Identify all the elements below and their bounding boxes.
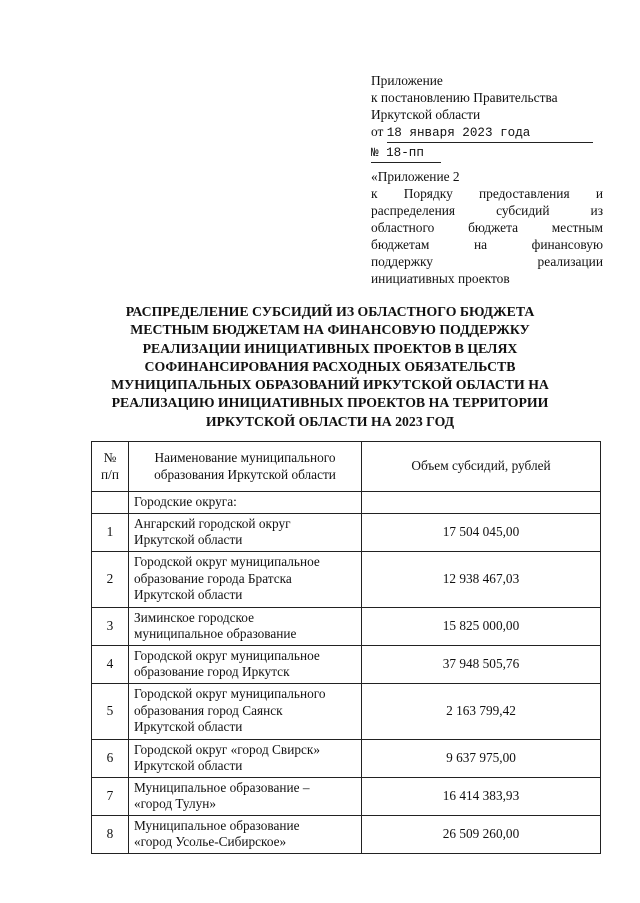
row-name [129,551,362,607]
row-name-line: Городской округ муниципального [134,686,326,702]
subsidy-table [91,441,601,854]
approval-header [371,72,603,163]
header-num [92,442,129,492]
table-row [92,551,601,607]
title-line: МУНИЦИПАЛЬНЫХ ОБРАЗОВАНИЙ ИРКУТСКОЙ ОБЛАСТИ НА [111,377,549,393]
row-name-line: образование город Иркутск [134,664,290,679]
annex-line: распределения субсидий из [371,203,603,218]
row-amount: 9 637 975,00 [362,739,601,777]
row-amount: 17 504 045,00 [362,513,601,551]
row-num: 2 [92,551,129,607]
annex-reference [371,168,603,287]
annex-line: к Порядку предоставления и [371,186,603,201]
row-amount: 37 948 505,76 [362,645,601,683]
annex-line: бюджетам на финансовую [371,237,603,252]
table-row [92,607,601,645]
title-line: МЕСТНЫМ БЮДЖЕТАМ НА ФИНАНСОВУЮ ПОДДЕРЖКУ [130,322,530,338]
row-name [129,645,362,683]
row-amount: 2 163 799,42 [362,683,601,739]
row-name-line: Иркутской области [134,719,243,735]
table-header-row [92,442,601,492]
document-title [60,303,600,431]
header-number-line [371,143,603,163]
row-name-line: «город Усолье-Сибирское» [134,834,287,849]
header-line-resolution: к постановлению Правительства [371,90,558,105]
table-row [92,739,601,777]
title-line: РЕАЛИЗАЦИЮ ИНИЦИАТИВНЫХ ПРОЕКТОВ НА ТЕРРИТОРИИ [111,395,549,411]
row-name [129,739,362,777]
row-amount: 12 938 467,03 [362,551,601,607]
row-num: 6 [92,739,129,777]
row-name-line: Городской округ «город Свирск» [134,741,320,757]
row-name-line: Городской округ муниципальное [134,554,320,570]
annex-line: поддержку реализации [371,254,603,269]
row-name [129,683,362,739]
table-row [92,777,601,815]
row-num: 4 [92,645,129,683]
row-name [129,607,362,645]
row-num: 3 [92,607,129,645]
header-line-region: Иркутской области [371,107,481,122]
row-name-line: Зиминское городское [134,609,254,625]
header-line-annex: Приложение [371,73,443,88]
annex-line: областного бюджета местным [371,220,603,235]
row-num: 5 [92,683,129,739]
table-group-row [92,492,601,514]
header-sum: Объем субсидий, рублей [362,442,601,492]
table-row [92,513,601,551]
row-name-line: Иркутской области [134,587,243,603]
row-name-line: Городской округ муниципальное [134,647,320,663]
row-name-line: Муниципальное образование – [134,779,310,795]
title-line: ИРКУТСКОЙ ОБЛАСТИ НА 2023 ГОД [205,413,455,429]
row-amount: 15 825 000,00 [362,607,601,645]
table-row [92,683,601,739]
row-name-line: Иркутской области [134,532,243,547]
number-field [371,145,441,163]
date-prefix: от [371,124,384,139]
row-name-line: муниципальное образование [134,626,297,641]
row-amount: 26 509 260,00 [362,815,601,853]
header-name-line: образования Иркутской области [154,466,336,482]
row-name [129,815,362,853]
row-num: 7 [92,777,129,815]
group-label: Городские округа: [129,492,362,514]
row-name-line: образование города Братска [134,570,292,586]
date-value: 18 января 2023 года [387,125,593,143]
row-name-line: Муниципальное образование [134,817,300,833]
row-name [129,513,362,551]
row-num: 1 [92,513,129,551]
annex-line-last: инициативных проектов [371,271,510,286]
header-date-line [371,123,603,143]
table-row [92,815,601,853]
row-num: 8 [92,815,129,853]
table-row [92,645,601,683]
row-name-line: Ангарский городской округ [134,515,291,531]
row-amount: 16 414 383,93 [362,777,601,815]
row-name-line: «город Тулун» [134,796,216,811]
number-value: 18-пп [386,146,424,160]
title-line: РАСПРЕДЕЛЕНИЕ СУБСИДИЙ ИЗ ОБЛАСТНОГО БЮДЖЕТА [125,304,535,319]
title-line: РЕАЛИЗАЦИИ ИНИЦИАТИВНЫХ ПРОЕКТОВ В ЦЕЛЯХ [142,340,518,356]
annex-title: «Приложение 2 [371,169,460,184]
header-num-line: № [103,450,117,465]
title-line: СОФИНАНСИРОВАНИЯ РАСХОДНЫХ ОБЯЗАТЕЛЬСТВ [144,358,516,374]
row-name-line: образования город Саянск [134,702,283,718]
header-name [129,442,362,492]
header-num-line: п/п [101,466,119,482]
row-name [129,777,362,815]
number-prefix: № [371,146,379,160]
row-name-line: Иркутской области [134,758,243,773]
header-name-line: Наименование муниципального [154,450,336,465]
